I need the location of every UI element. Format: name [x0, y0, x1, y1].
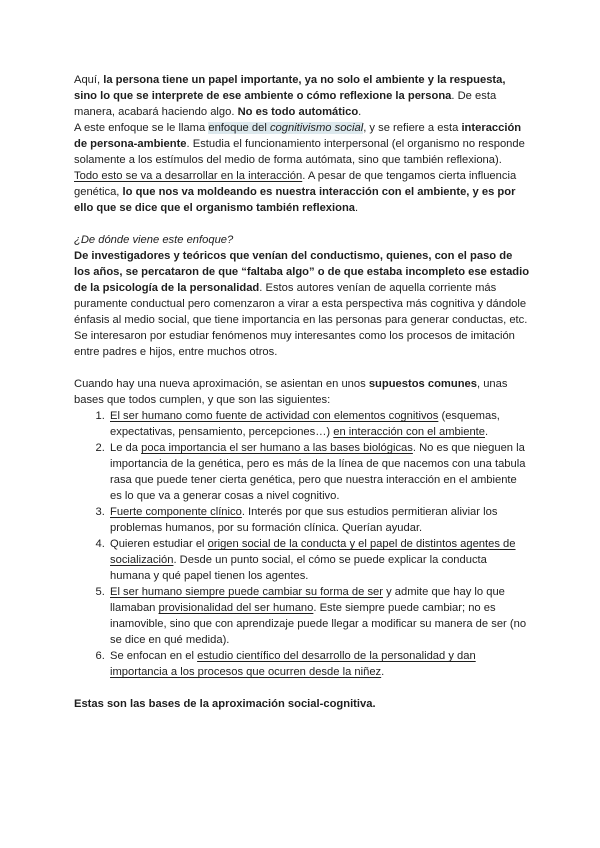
assumptions-list: [74, 408, 530, 680]
section-heading: ¿De dónde viene este enfoque?: [74, 234, 234, 246]
highlighted-term: enfoque del cognitivismo social: [208, 122, 364, 134]
document-page: [74, 72, 530, 712]
closing-statement: Estas son las bases de la aproximación social-cognitiva.: [74, 698, 376, 710]
paragraph-1: Aquí, la persona tiene un papel importante, ya no solo el ambiente y la respuesta, sino lo que se interprete de ese ambiente o cómo reflexione la persona. De esta manera, acabará haciendo algo. No es todo automático.: [74, 74, 506, 118]
paragraph-3: Todo esto se va a desarrollar en la interacción. A pesar de que tengamos cierta influencia genética, lo que nos va moldeando es nuestra interacción con el ambiente, y es por ello que se dice que el organismo también reflexiona.: [74, 170, 517, 214]
list-item: 1. El ser humano como fuente de actividad con elementos cognitivos (esquemas, expectativas, pensamiento, percepciones…) en interacción con el ambiente.: [108, 408, 530, 440]
list-item: 5. El ser humano siempre puede cambiar su forma de ser y admite que hay lo que llamaban provisionalidad del ser humano. Este siempre puede cambiar; no es inamovible, sino que con aprendizaje puede llegar a modificar su manera de ser (no se dice en qué medida).: [108, 584, 530, 648]
list-item: 6. Se enfocan en el estudio científico del desarrollo de la personalidad y dan importancia a los procesos que ocurren desde la niñez.: [108, 648, 530, 680]
paragraph-5: Se interesaron por estudiar fenómenos muy interesantes como los procesos de imitación entre padres e hijos, entre muchos otros.: [74, 330, 515, 358]
list-item: 2. Le da poca importancia el ser humano a las bases biológicas. No es que nieguen la importancia de la genética, pero es más de la línea de que nacemos con una tabula rasa que puede tener cierta genética, pero que nuestra interacción en el ambiente es lo que va a generar cosas a nivel cognitivo.: [108, 440, 530, 504]
paragraph-4: De investigadores y teóricos que venían del conductismo, quienes, con el paso de los años, se percataron de que “faltaba algo” o de que estaba incompleto ese estadio de la psicología de la personalidad. Estos autores venían de aquella corriente más puramente conductual pero comenzaron a virar a esta perspectiva más cognitiva y dándole énfasis al medio social, que tiene importancia en las personas para generar conductas, etc.: [74, 250, 530, 326]
paragraph-2: A este enfoque se le llama enfoque del cognitivismo social, y se refiere a esta interacción de persona-ambiente. Estudia el funcionamiento interpersonal (el organismo no responde solamente a los estímulos del medio de forma autómata, sino que también reflexiona).: [74, 122, 525, 166]
list-item: 4. Quieren estudiar el origen social de la conducta y el papel de distintos agentes de socialización. Desde un punto social, el cómo se puede explicar la conducta humana y qué papel tienen los agentes.: [108, 536, 530, 584]
paragraph-6: Cuando hay una nueva aproximación, se asientan en unos supuestos comunes, unas bases que todos cumplen, y que son las siguientes:: [74, 378, 508, 406]
list-item: 3. Fuerte componente clínico. Interés por que sus estudios permitieran aliviar los problemas humanos, por su formación clínica. Querían ayudar.: [108, 504, 530, 536]
